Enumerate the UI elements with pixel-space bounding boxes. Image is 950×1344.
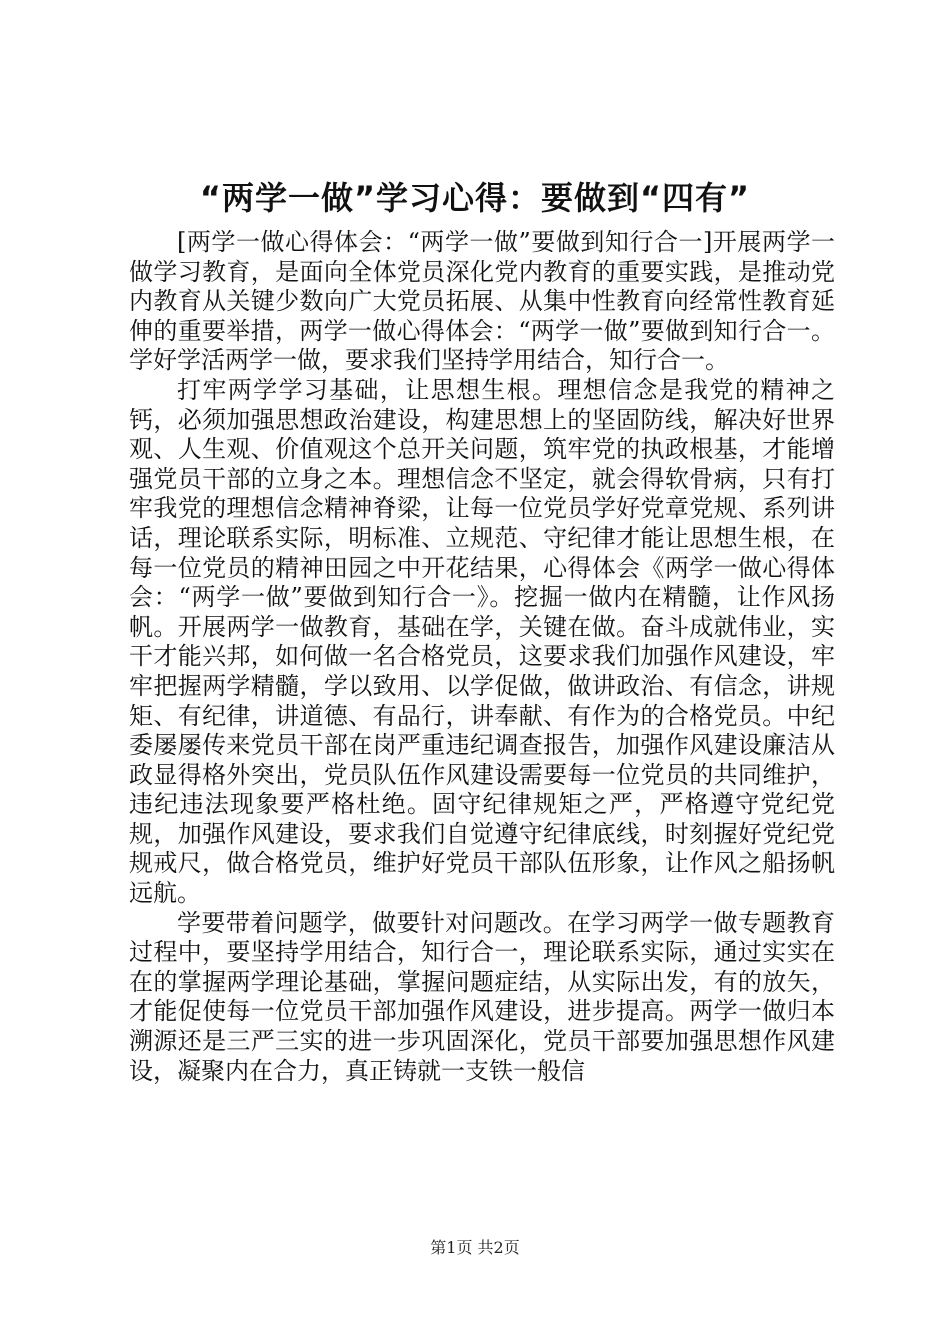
paragraph-2: 打牢两学学习基础，让思想生根。理想信念是我党的精神之钙，必须加强思想政治建设，构建思想上的坚固防线，解决好世界观、人生观、价值观这个总开关问题，筑牢党的执政根基，才能增强党员干部的立身之本。理想信念不坚定，就会得软骨病，只有打牢我党的理想信念精神脊梁，让每一位党员学好党章党规、系列讲话，理论联系实际，明标准、立规范、守纪律才能让思想生根，在每一位党员的精神田园之中开花结果，心得体会《两学一做心得体会：“两学一做”要做到知行合一》。挖掘一做内在精髓，让作风扬帆。开展两学一做教育，基础在学，关键在做。奋斗成就伟业，实干才能兴邦，如何做一名合格党员，这要求我们加强作风建设，牢牢把握两学精髓，学以致用、以学促做，做讲政治、有信念，讲规矩、有纪律，讲道德、有品行，讲奉献、有作为的合格党员。中纪委屡屡传来党员干部在岗严重违纪调查报告，加强作风建设廉洁从政显得格外突出，党员队伍作风建设需要每一位党员的共同维护，违纪违法现象要严格杜绝。固守纪律规矩之严，严格遵守党纪党规，加强作风建设，要求我们自觉遵守纪律底线，时刻握好党纪党规戒尺，做合格党员，维护好党员干部队伍形象，让作风之船扬帆远航。 bbox=[129, 375, 835, 908]
page-number-footer: 第1页 共2页 bbox=[430, 1238, 520, 1257]
document-title: “两学一做”学习心得：要做到“四有” bbox=[199, 179, 751, 217]
document-body bbox=[129, 228, 835, 1086]
paragraph-3: 学要带着问题学，做要针对问题改。在学习两学一做专题教育过程中，要坚持学用结合，知行合一，理论联系实际，通过实实在在的掌握两学理论基础，掌握问题症结，从实际出发，有的放矢，才能促使每一位党员干部加强作风建设，进步提高。两学一做归本溯源还是三严三实的进一步巩固深化，党员干部要加强思想作风建设，凝聚内在合力，真正铸就一支铁一般信 bbox=[129, 908, 835, 1085]
paragraph-1: [两学一做心得体会：“两学一做”要做到知行合一]开展两学一做学习教育，是面向全体党员深化党内教育的重要实践，是推动党内教育从关键少数向广大党员拓展、从集中性教育向经常性教育延伸的重要举措，两学一做心得体会：“两学一做”要做到知行合一。学好学活两学一做，要求我们坚持学用结合，知行合一。 bbox=[129, 228, 835, 375]
